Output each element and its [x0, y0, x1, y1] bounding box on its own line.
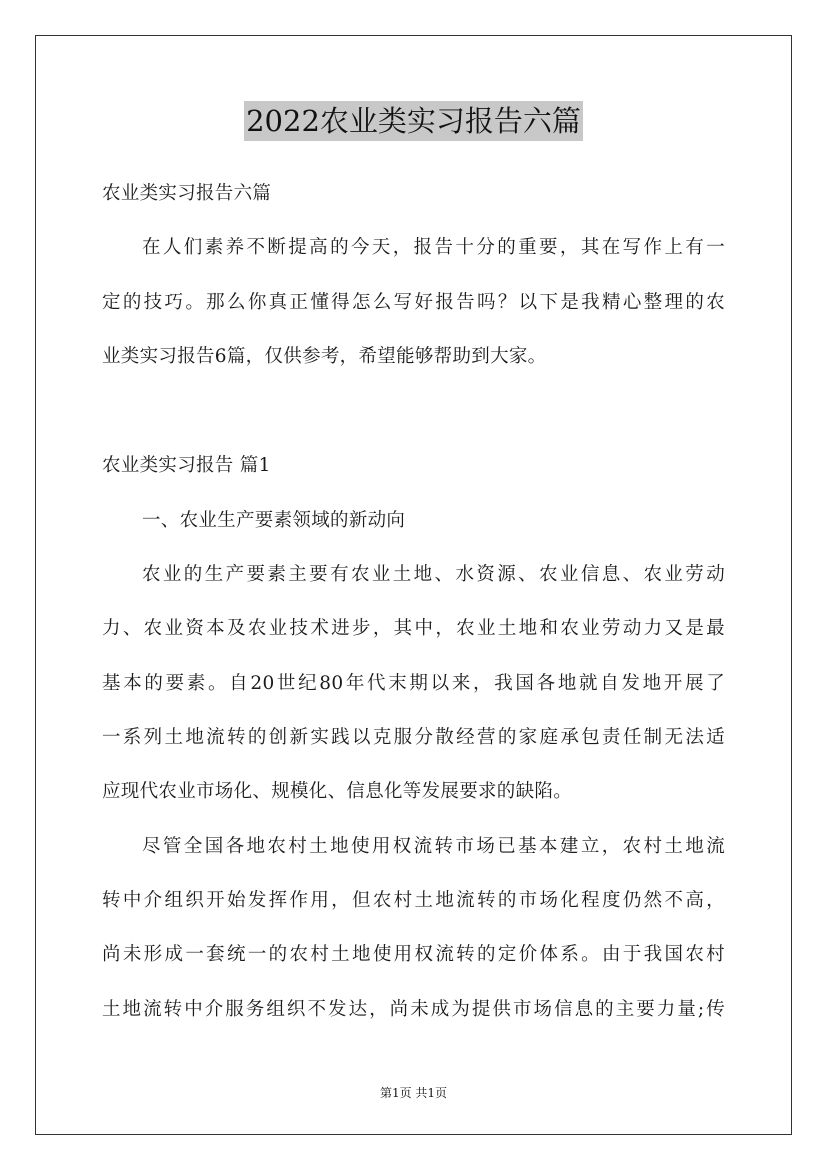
section-heading: 农业类实习报告 篇1 [102, 455, 271, 476]
paragraph2-line-4: 土地流转中介服务组织不发达，尚未成为提供市场信息的主要力量;传 [102, 999, 725, 1020]
intro-line-3: 业类实习报告6篇，仅供参考，希望能够帮助到大家。 [102, 346, 547, 367]
paragraph1-line-5: 应现代农业市场化、规模化、信息化等发展要求的缺陷。 [102, 781, 573, 802]
paragraph1-line-1: 农业的生产要素主要有农业土地、水资源、农业信息、农业劳动 [142, 564, 725, 585]
page-footer: 第1页 共1页 [379, 1086, 448, 1100]
subheading: 一、农业生产要素领域的新动向 [142, 510, 406, 531]
intro-line-1: 在人们素养不断提高的今天，报告十分的重要，其在写作上有一 [142, 237, 725, 258]
paragraph2-line-3: 尚未形成一套统一的农村土地使用权流转的定价体系。由于我国农村 [102, 944, 725, 965]
document-subtitle: 农业类实习报告六篇 [102, 183, 272, 204]
paragraph1-line-2: 力、农业资本及农业技术进步，其中，农业土地和农业劳动力又是最 [102, 618, 725, 639]
intro-line-2: 定的技巧。那么你真正懂得怎么写好报告吗？以下是我精心整理的农 [102, 292, 725, 313]
paragraph2-line-2: 转中介组织开始发挥作用，但农村土地流转的市场化程度仍然不高， [102, 890, 725, 911]
document-title: 2022农业类实习报告六篇 [244, 101, 583, 141]
title-container [0, 101, 827, 141]
paragraph2-line-1: 尽管全国各地农村土地使用权流转市场已基本建立，农村土地流 [142, 836, 725, 857]
paragraph1-line-4: 一系列土地流转的创新实践以克服分散经营的家庭承包责任制无法适 [102, 727, 725, 748]
paragraph1-line-3: 基本的要素。自20世纪80年代末期以来，我国各地就自发地开展了 [102, 673, 725, 694]
